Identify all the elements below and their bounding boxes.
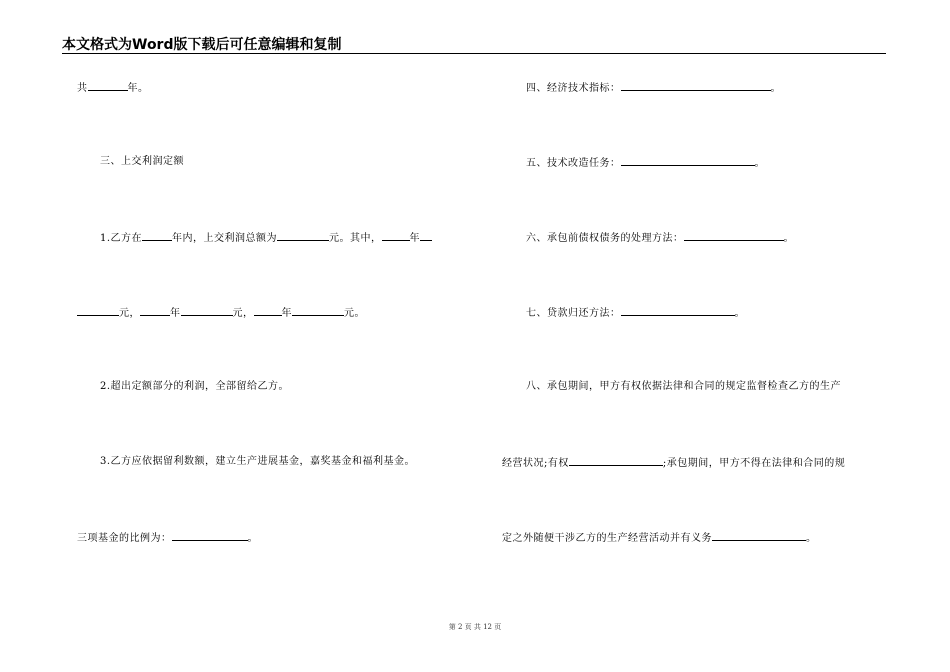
text: 年 — [170, 308, 181, 319]
left-line-5 — [100, 380, 289, 394]
text: 年内，上交利润总额为 — [172, 233, 278, 244]
fill-blank — [172, 530, 248, 541]
fill-blank — [254, 305, 282, 316]
right-line-4 — [526, 305, 745, 321]
fill-blank — [277, 230, 329, 241]
section-heading: 八、承包期间，甲方有权依据法律和合同的规定监督检查乙方的生产 — [526, 381, 841, 392]
right-line-6 — [502, 455, 845, 471]
left-line-1 — [77, 80, 149, 96]
text: 。 — [783, 233, 794, 244]
fill-blank — [142, 230, 172, 241]
fill-blank — [140, 305, 170, 316]
text: 共 — [77, 83, 88, 94]
left-line-6 — [100, 455, 415, 469]
text: 元。 — [344, 308, 365, 319]
text: 经营状况;有权 — [502, 458, 569, 469]
text: 2.超出定额部分的利润，全部留给乙方。 — [100, 381, 290, 392]
text: 。 — [754, 158, 765, 169]
right-line-5 — [526, 380, 841, 394]
fill-blank — [621, 80, 771, 91]
text: 元。其中， — [329, 233, 382, 244]
section-heading: 四、经济技术指标： — [526, 83, 621, 94]
fill-blank — [382, 230, 410, 241]
page-header-title: 本文格式为Word版下载后可任意编辑和复制 — [62, 37, 342, 53]
text: 3.乙方应依据留利数额，建立生产进展基金，嘉奖基金和福利基金。 — [100, 456, 416, 467]
section-heading: 五、技术改造任务： — [526, 158, 621, 169]
text: 元， — [119, 308, 140, 319]
fill-blank — [77, 305, 119, 316]
fill-blank — [181, 305, 233, 316]
left-line-4 — [77, 305, 365, 321]
left-line-2 — [100, 155, 184, 169]
text: 三项基金的比例为： — [77, 533, 172, 544]
text: 年。 — [127, 83, 149, 94]
fill-blank — [621, 155, 755, 166]
text: 。 — [806, 533, 817, 544]
left-line-7 — [77, 530, 258, 546]
header-divider — [62, 53, 886, 54]
right-line-1 — [526, 80, 781, 96]
fill-blank — [420, 230, 432, 241]
text: 定之外随便干涉乙方的生产经营活动并有义务 — [502, 533, 712, 544]
right-line-7 — [502, 530, 817, 546]
text: ;承包期间，甲方不得在法律和合同的规 — [662, 458, 846, 469]
right-line-3 — [526, 230, 794, 246]
text: 。 — [247, 533, 258, 544]
fill-blank — [292, 305, 344, 316]
fill-blank — [569, 455, 663, 466]
text: 元， — [232, 308, 254, 319]
fill-blank — [712, 530, 806, 541]
fill-blank — [684, 230, 784, 241]
section-heading: 七、贷款归还方法： — [526, 308, 621, 319]
page-number: 第 2 页 共 12 页 — [448, 623, 502, 631]
text: 年 — [409, 233, 421, 244]
text: 1.乙方在 — [100, 233, 143, 244]
text: 年 — [281, 308, 292, 319]
fill-blank — [621, 305, 735, 316]
right-line-2 — [526, 155, 765, 171]
text: 。 — [734, 308, 745, 319]
section-heading: 六、承包前债权债务的处理方法： — [526, 233, 684, 244]
left-line-3 — [100, 230, 432, 246]
section-heading: 三、上交利润定额 — [100, 156, 184, 167]
text: 。 — [770, 83, 781, 94]
fill-blank — [88, 80, 128, 91]
